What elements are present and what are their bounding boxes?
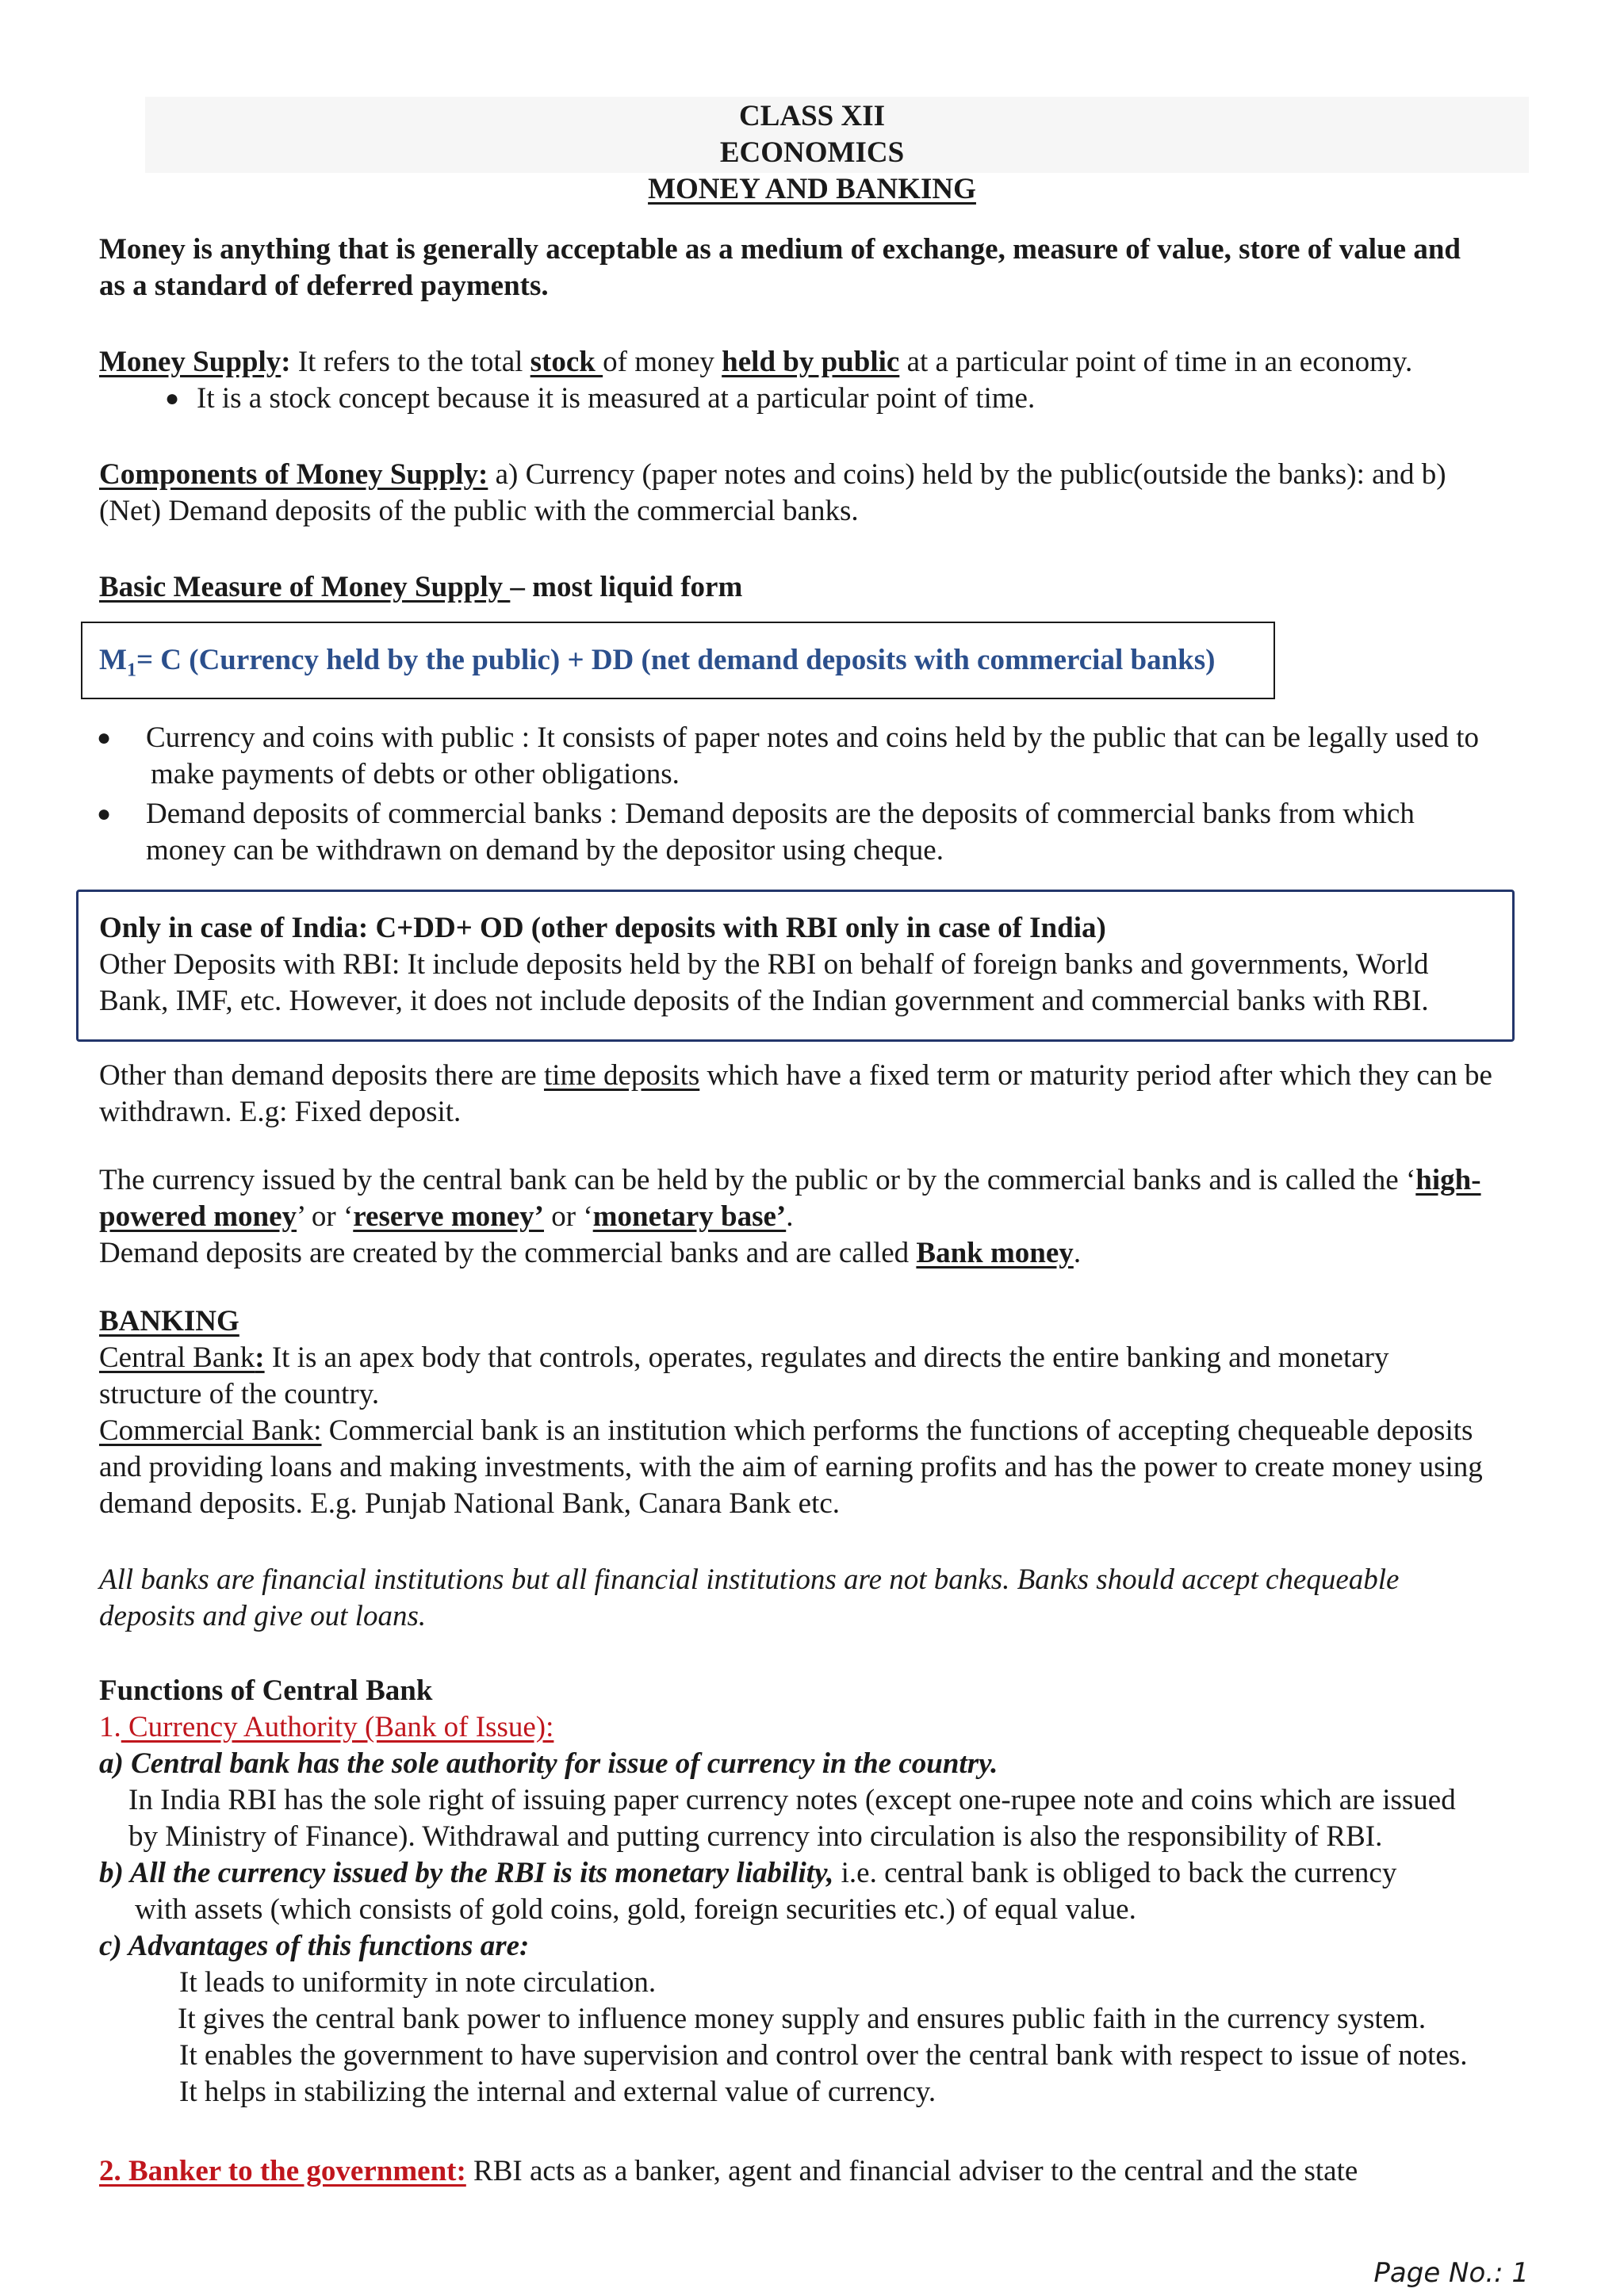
- time-deposits-pre: Other than demand deposits there are: [99, 1059, 544, 1092]
- bullet-icon: ●: [97, 725, 112, 751]
- bank-money-term: Bank money: [916, 1237, 1074, 1269]
- bank-money-pre: Demand deposits are created by the commercial banks and are called: [99, 1237, 917, 1269]
- central-bank-line-1: [99, 1340, 1388, 1376]
- high-powered-mid-2: or ‘: [544, 1200, 593, 1233]
- monetary-base-term: monetary base’: [592, 1200, 787, 1233]
- high-powered-line-2: [99, 1199, 793, 1235]
- money-supply-text-b: of money: [603, 346, 722, 378]
- commercial-bank-text: Commercial bank is an institution which performs the functions of accepting chequeable deposits: [321, 1414, 1473, 1447]
- components-line-2: (Net) Demand deposits of the public with the commercial banks.: [99, 495, 859, 527]
- functions-heading: Functions of Central Bank: [99, 1674, 433, 1707]
- time-deposits-line-1: [99, 1058, 1492, 1094]
- m1-symbol: M: [99, 644, 127, 676]
- basic-measure-heading: [99, 569, 742, 606]
- high-powered-term-2: powered money: [99, 1200, 297, 1233]
- central-bank-label: Central Bank: [99, 1341, 255, 1374]
- bank-money-end: .: [1073, 1237, 1082, 1269]
- basic-measure-label: Basic Measure of Money Supply: [99, 571, 511, 603]
- function-2-text: RBI acts as a banker, agent and financial adviser to the central and the state: [465, 2155, 1358, 2187]
- definition-line-2: as a standard of deferred payments.: [99, 270, 549, 302]
- india-box-title: Only in case of India: C+DD+ OD (other deposits with RBI only in case of India): [99, 912, 1106, 944]
- high-powered-term-1: high-: [1415, 1164, 1481, 1196]
- monetary-liability-line-2: with assets (which consists of gold coins, gold, foreign securities etc.) of equal value.: [135, 1893, 1136, 1926]
- banks-note-line-2: deposits and give out loans.: [99, 1600, 427, 1632]
- high-powered-mid-1: ’ or ‘: [297, 1200, 354, 1233]
- india-box-line-2: Bank, IMF, etc. However, it does not include deposits of the Indian government and commercial banks with RBI.: [99, 985, 1429, 1017]
- components-label: Components of Money Supply:: [99, 458, 488, 491]
- central-bank-line-2: structure of the country.: [99, 1378, 380, 1410]
- money-supply-label: Money Supply: [99, 346, 282, 378]
- currency-bullet-line-1: Currency and coins with public : It consists of paper notes and coins held by the public that can be legally used to: [146, 721, 1480, 754]
- reserve-money-term: reserve money’: [353, 1200, 545, 1233]
- components-line-1: [99, 457, 1446, 493]
- m1-subscript: 1: [126, 660, 136, 681]
- time-deposits-term: time deposits: [543, 1059, 700, 1092]
- function-2-title: 2. Banker to the government:: [99, 2155, 466, 2187]
- subject-title: ECONOMICS: [719, 136, 905, 169]
- definition-line-1: Money is anything that is generally acceptable as a medium of exchange, measure of value, store of value and: [99, 233, 1461, 266]
- advantage-item: It enables the government to have supervision and control over the central bank with respect to issue of notes.: [179, 2039, 1468, 2072]
- deposits-bullet-line-1: Demand deposits of commercial banks : Demand deposits are the deposits of commercial banks from which: [146, 798, 1415, 830]
- money-supply-colon: :: [281, 346, 291, 378]
- commercial-bank-line-1: [99, 1413, 1473, 1449]
- advantages-heading: c) Advantages of this functions are:: [99, 1930, 530, 1962]
- money-supply-text-c: at a particular point of time in an economy.: [899, 346, 1413, 378]
- sole-authority-heading: a) Central bank has the sole authority for issue of currency in the country.: [99, 1747, 998, 1780]
- money-supply-line: [99, 344, 1412, 381]
- advantage-item: It leads to uniformity in note circulation.: [179, 1966, 657, 1999]
- monetary-liability-line: [99, 1855, 1396, 1892]
- advantage-item: It gives the central bank power to influence money supply and ensures public faith in the currency system.: [178, 2003, 1427, 2035]
- components-text: a) Currency (paper notes and coins) held by the public(outside the banks): and b): [488, 458, 1446, 491]
- stock-term: stock: [530, 346, 603, 378]
- chapter-title: [0, 171, 1624, 208]
- high-powered-end: .: [786, 1200, 794, 1233]
- bank-money-line: [99, 1235, 1081, 1272]
- m1-formula-text: = C (Currency held by the public) + DD (net demand deposits with commercial banks): [136, 644, 1216, 676]
- rbi-issue-line-1: In India RBI has the sole right of issuing paper currency notes (except one-rupee note and coins which are issued: [128, 1784, 1456, 1816]
- m1-formula: [99, 642, 1215, 688]
- bullet-icon: ●: [97, 801, 112, 827]
- time-deposits-post: which have a fixed term or maturity period after which they can be: [699, 1059, 1492, 1092]
- currency-bullet-line-2: make payments of debts or other obligations.: [151, 758, 680, 790]
- commercial-bank-label: Commercial Bank:: [99, 1414, 322, 1447]
- monetary-liability-text: i.e. central bank is obliged to back the currency: [833, 1857, 1397, 1889]
- central-bank-text: It is an apex body that controls, operates, regulates and directs the entire banking and monetary: [264, 1341, 1389, 1374]
- high-powered-pre: The currency issued by the central bank can be held by the public or by the commercial banks and is called the ‘: [99, 1164, 1416, 1196]
- function-1-heading: [99, 1709, 553, 1746]
- commercial-bank-line-2: and providing loans and making investments, with the aim of earning profits and has the power to create money using: [99, 1451, 1483, 1483]
- high-powered-line-1: [99, 1162, 1481, 1199]
- basic-measure-rest: – most liquid form: [510, 571, 743, 603]
- function-1-title: Currency Authority (Bank of Issue):: [121, 1711, 554, 1743]
- monetary-liability-heading: b) All the currency issued by the RBI is its monetary liability,: [99, 1857, 834, 1889]
- deposits-bullet-line-2: money can be withdrawn on demand by the depositor using cheque.: [146, 834, 944, 867]
- held-by-public-term: held by public: [722, 346, 900, 378]
- class-title: CLASS XII: [738, 100, 886, 132]
- time-deposits-line-2: withdrawn. E.g: Fixed deposit.: [99, 1096, 462, 1128]
- india-box-line-1: Other Deposits with RBI: It include deposits held by the RBI on behalf of foreign banks and governments, World: [99, 948, 1429, 981]
- advantage-item: It helps in stabilizing the internal and external value of currency.: [179, 2076, 936, 2108]
- rbi-issue-line-2: by Ministry of Finance). Withdrawal and putting currency into circulation is also the responsibility of RBI.: [128, 1820, 1383, 1853]
- chapter-title-text: MONEY AND BANKING: [648, 173, 976, 205]
- central-bank-colon: :: [255, 1341, 265, 1374]
- page-number: Page No.: 1: [1373, 2257, 1529, 2289]
- commercial-bank-line-3: demand deposits. E.g. Punjab National Bank, Canara Bank etc.: [99, 1487, 841, 1520]
- function-2-line: [99, 2153, 1358, 2190]
- banks-note-line-1: All banks are financial institutions but all financial institutions are not banks. Banks should accept chequeable: [99, 1563, 1400, 1596]
- bullet-icon: ●: [165, 385, 180, 411]
- money-supply-text-a: It refers to the total: [290, 346, 530, 378]
- banking-heading-text: BANKING: [99, 1305, 239, 1337]
- stock-concept-bullet: It is a stock concept because it is measured at a particular point of time.: [197, 382, 1036, 415]
- function-1-number: 1.: [99, 1711, 121, 1743]
- banking-heading: [99, 1303, 239, 1340]
